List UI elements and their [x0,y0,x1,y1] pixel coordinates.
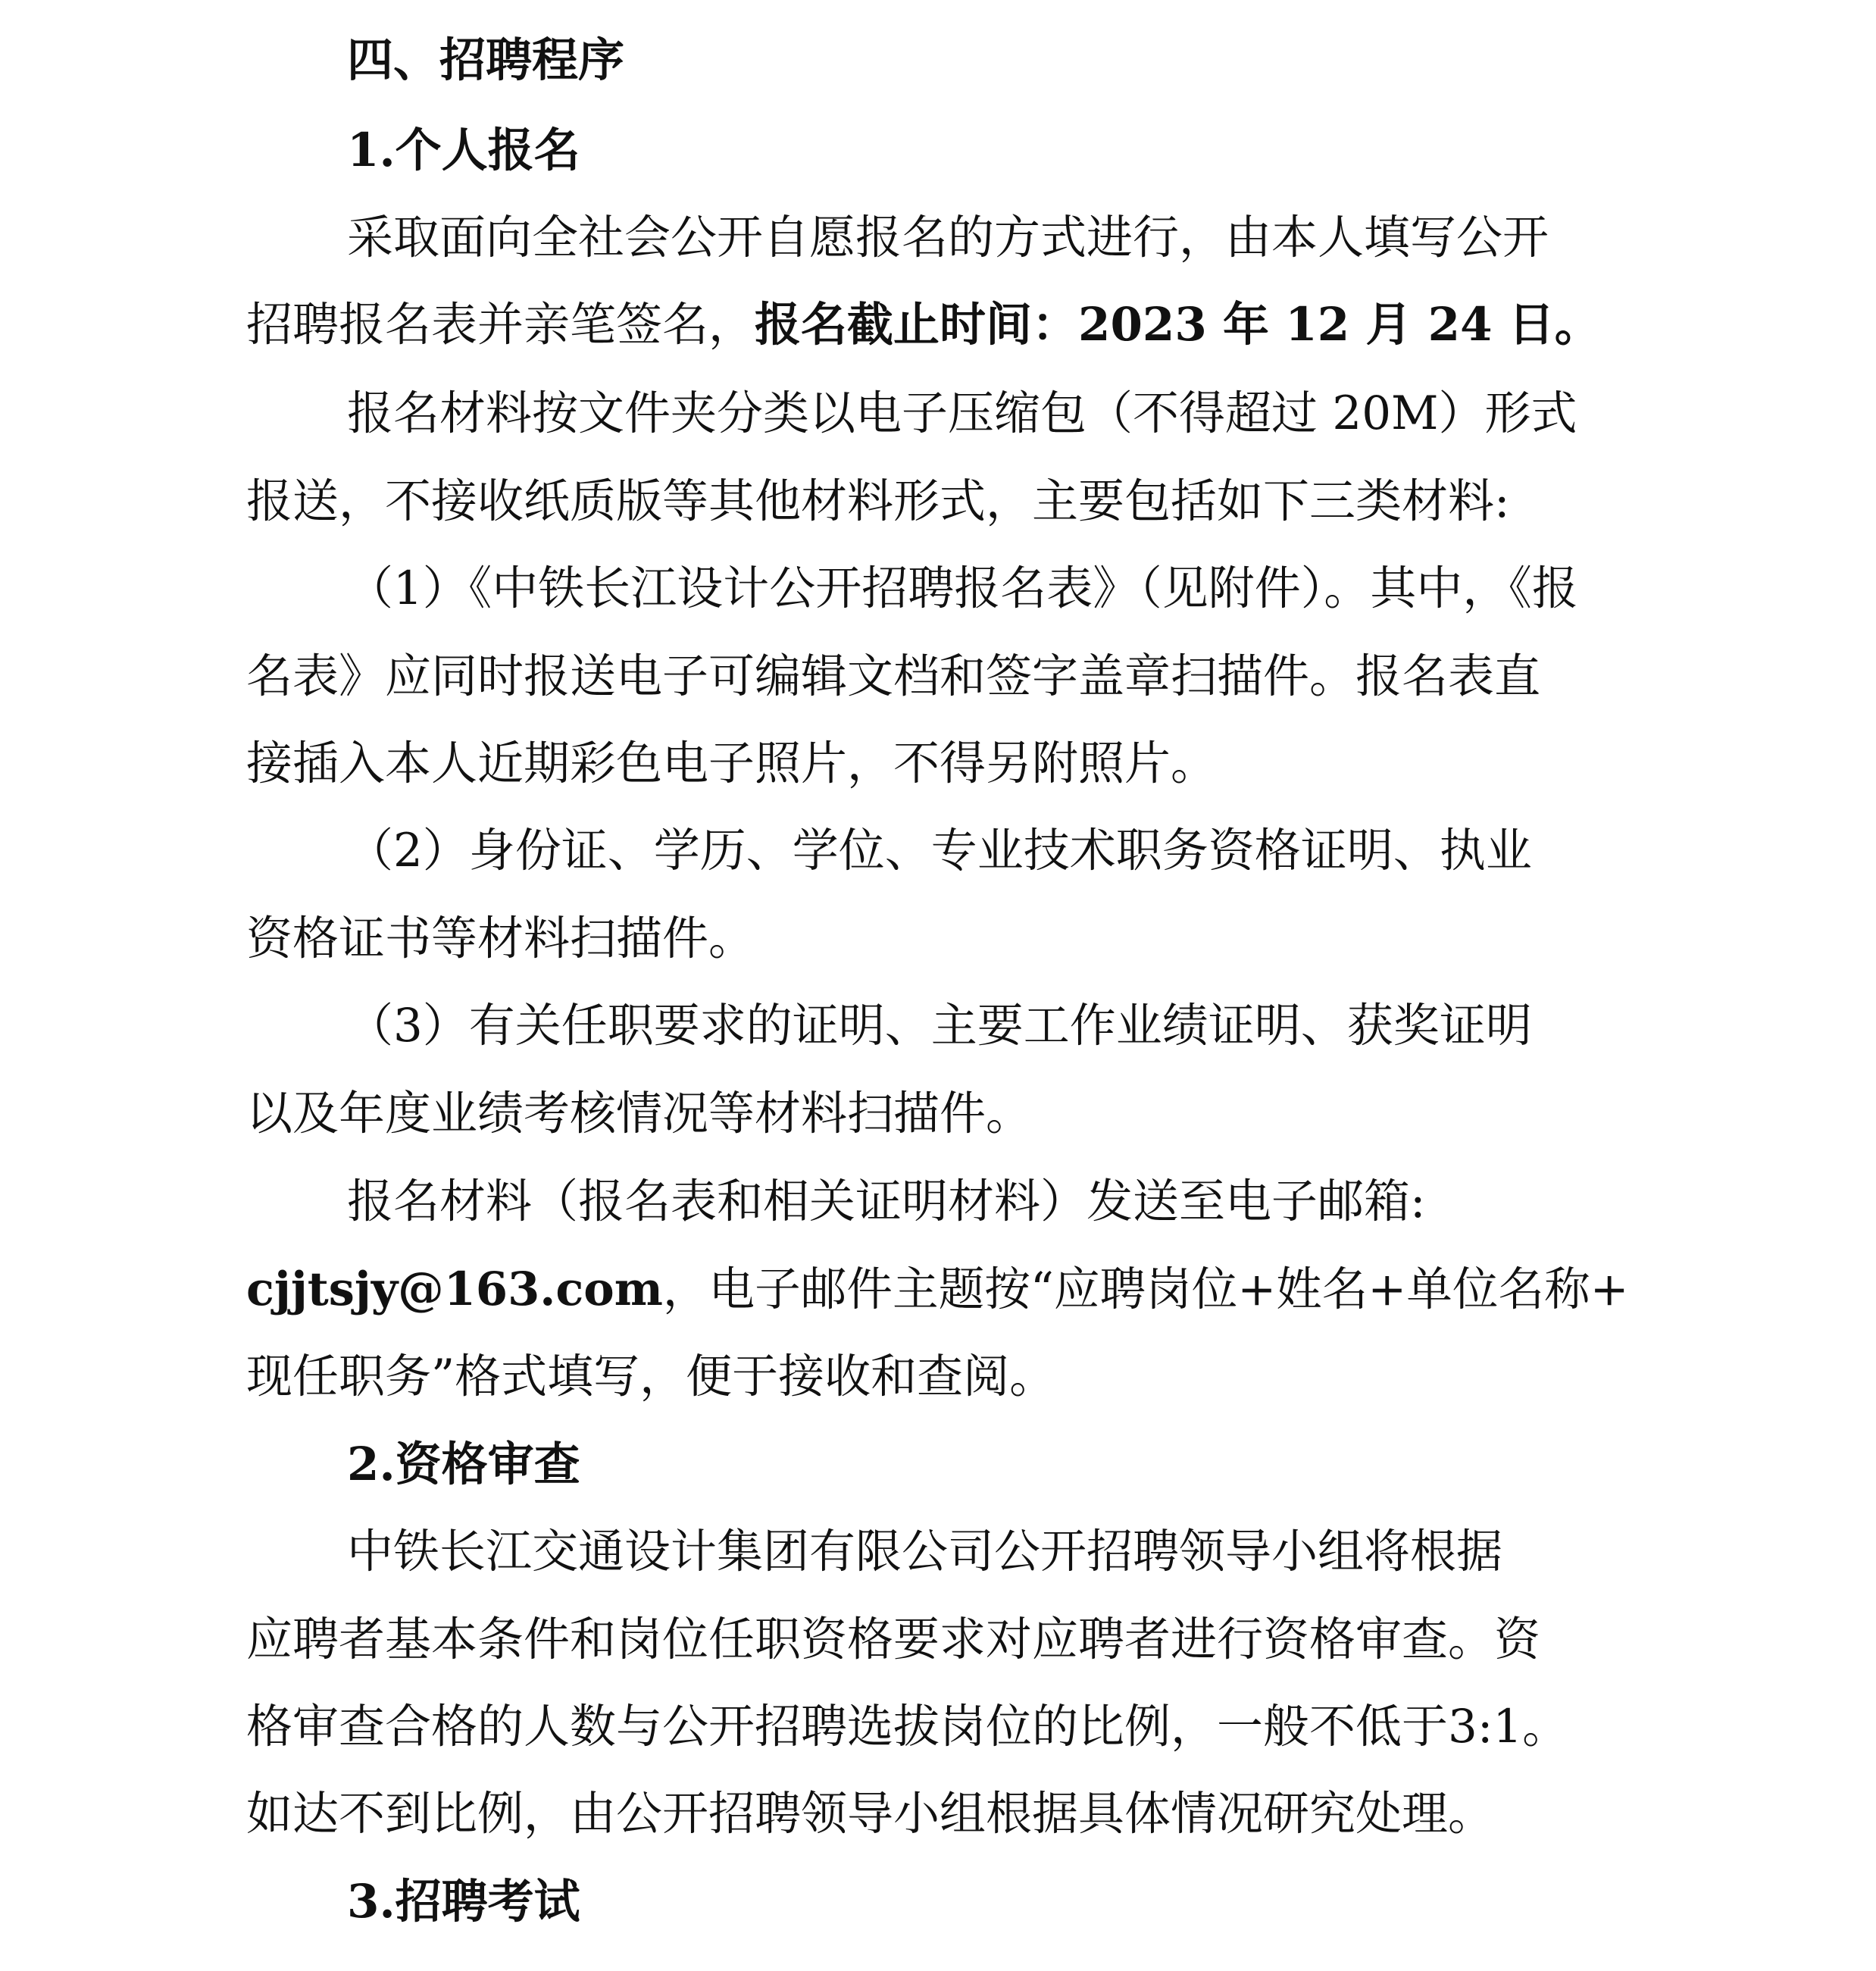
para1-line1: 采取面向全社会公开自愿报名的方式进行，由本人填写公开 [347,211,1549,264]
para2-line2: 报送，不接收纸质版等其他材料形式，主要包括如下三类材料: [246,474,1510,528]
item1-line3: 接插入本人近期彩色电子照片，不得另附照片。 [246,737,1218,790]
subheading-personal-registration: 1.个人报名 [347,124,580,177]
para2-line1: 报名材料按文件夹分类以电子压缩包（不得超过 20M）形式 [347,386,1577,440]
paragraph-line [0,988,1876,1064]
contact-email: cjjtsjy@163.com [246,1262,663,1316]
paragraph-line [0,1689,1876,1765]
paragraph-line [0,1776,1876,1852]
paragraph-line [0,1514,1876,1590]
paragraph-line [0,639,1876,715]
paragraph-line [0,200,1876,276]
paragraph-line [0,901,1876,977]
para4-line1: 中铁长江交通设计集团有限公司公开招聘领导小组将根据 [347,1525,1503,1578]
subheading-line [0,1864,1876,1940]
para4-line3: 格审查合格的人数与公开招聘选拔岗位的比例，一般不低于3:1。 [246,1700,1569,1754]
subheading-line [0,1427,1876,1503]
paragraph-line [0,1339,1876,1415]
paragraph-line [0,1602,1876,1678]
paragraph-line [0,813,1876,889]
subheading-qualification-review: 2.资格审查 [347,1438,580,1491]
item3-line2: 以及年度业绩考核情况等材料扫描件。 [246,1087,1033,1140]
para4-line2: 应聘者基本条件和岗位任职资格要求对应聘者进行资格审查。资 [246,1613,1541,1666]
paragraph-line [0,1252,1876,1328]
para3-line3: 现任职务”格式填写，便于接收和查阅。 [246,1350,1056,1403]
paragraph-line [0,726,1876,802]
subheading-line [0,113,1876,189]
para4-line4: 如达不到比例，由公开招聘领导小组根据具体情况研究处理。 [246,1787,1495,1841]
section-heading-line [0,23,1876,99]
paragraph-line [0,376,1876,452]
paragraph-line [0,464,1876,540]
item2-line1: （2）身份证、学历、学位、专业技术职务资格证明、执业 [347,824,1532,878]
paragraph-line [0,551,1876,627]
subheading-recruitment-exam: 3.招聘考试 [347,1875,580,1929]
para1-line2-normal: 招聘报名表并亲笔签名， [246,298,755,352]
item3-line1: （3）有关任职要求的证明、主要工作业绩证明、获奖证明 [347,999,1532,1053]
section-heading: 四、招聘程序 [347,33,625,87]
para3-line1: 报名材料（报名表和相关证明材料）发送至电子邮箱: [347,1175,1426,1228]
para3-line2-rest: ，电子邮件主题按“应聘岗位+姓名+单位名称+ [662,1263,1629,1316]
item1-line2: 名表》应同时报送电子可编辑文档和签字盖章扫描件。报名表直 [246,649,1541,703]
registration-deadline: 报名截止时间：2023 年 12 月 24 日。 [755,298,1601,352]
item1-line1: （1）《中铁长江设计公开招聘报名表》（见附件）。其中，《报 [347,562,1578,615]
paragraph-line [0,287,1876,363]
paragraph-line [0,1076,1876,1152]
paragraph-line [0,1164,1876,1240]
item2-line2: 资格证书等材料扫描件。 [246,912,755,965]
